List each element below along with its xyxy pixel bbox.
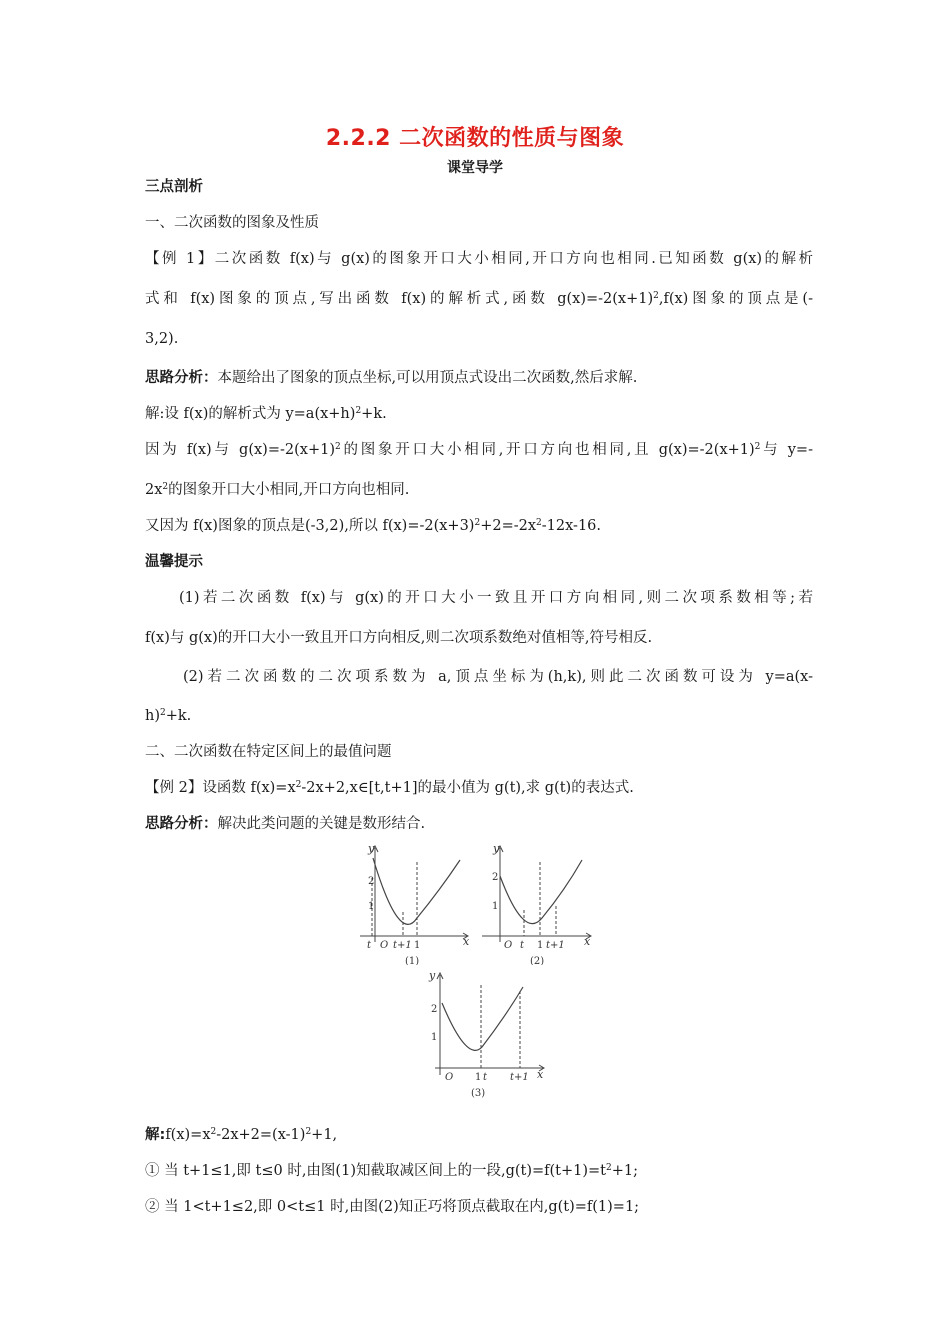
example1-line1: 【例 1】二次函数 f(x)与 g(x)的图象开口大小相同,开口方向也相同.已知函数 g(x)的解析 <box>145 251 814 267</box>
section-heading: 三点剖析 <box>145 179 203 195</box>
page-title: 2.2.2 二次函数的性质与图象 <box>325 126 625 151</box>
y-label: y <box>368 842 375 855</box>
svg-text:1: 1 <box>492 901 499 912</box>
svg-text:1: 1 <box>431 1032 438 1043</box>
figure-caption: (3) <box>471 1088 486 1099</box>
x-label: x <box>584 935 591 948</box>
x-label: x <box>537 1068 544 1081</box>
svg-text:2: 2 <box>431 1004 438 1015</box>
solution1-line2: 因为 f(x)与 $g(x)=-2(x+1)^2$的图象开口大小相同,开口方向也相同,且 $g(x)=-2(x+1)^2$与 y=- <box>145 442 813 458</box>
solution1-line4: 又因为 f(x)图象的顶点是(-3,2),所以 $f(x)=-2(x+3)^2+2=-2x^2-12x-16$. <box>145 518 601 534</box>
parabola-curve <box>442 987 523 1050</box>
svg-text:t: t <box>367 940 372 951</box>
svg-text:t: t <box>520 940 525 951</box>
svg-text:t+1: t+1 <box>510 1072 529 1083</box>
solution2-label: 解: <box>145 1127 166 1143</box>
figure-3 <box>415 965 555 1100</box>
solution1-line3: $2x^2$的图象开口大小相同,开口方向也相同. <box>145 482 410 498</box>
solution2-case2: ② 当 1<t+1≤2,即 0<t≤1 时,由图(2)知正巧将顶点截取在内,g(t)=f(1)=1; <box>145 1199 640 1215</box>
analysis1-label: 思路分析： <box>145 370 218 386</box>
svg-text:1: 1 <box>475 1072 482 1083</box>
y-label: y <box>493 842 500 855</box>
example1-tag: 【例 1】 <box>145 251 215 267</box>
svg-text:1: 1 <box>368 901 375 912</box>
example1-line3: 3,2). <box>145 331 179 347</box>
figure-caption: (2) <box>530 956 545 965</box>
analysis1: 思路分析：本题给出了图象的顶点坐标,可以用顶点式设出二次函数,然后求解. <box>145 370 638 386</box>
tip-p1-line2: f(x)与 g(x)的开口大小一致且开口方向相反,则二次项系数绝对值相等,符号相反. <box>145 630 653 646</box>
parabola-curve <box>500 860 582 924</box>
tip-p2-line2: h)$^2$+k. <box>145 708 192 724</box>
x-label: x <box>463 935 470 948</box>
page-subtitle: 课堂导学 <box>447 160 503 176</box>
part1-heading: 一、二次函数的图象及性质 <box>145 215 319 231</box>
figure-1 <box>355 840 475 965</box>
svg-text:1: 1 <box>414 940 421 951</box>
svg-text:O: O <box>380 940 389 951</box>
analysis2: 思路分析：解决此类问题的关键是数形结合. <box>145 816 426 832</box>
svg-text:t+1: t+1 <box>393 940 412 951</box>
svg-text:t+1: t+1 <box>546 940 565 951</box>
figure-2 <box>480 840 600 965</box>
example1-line2: 式和 f(x)图象的顶点,写出函数 f(x)的解析式,函数 $g(x)=-2(x+1)^2,f(x)$图象的顶点是(- <box>145 291 813 307</box>
svg-text:O: O <box>445 1072 454 1083</box>
analysis2-label: 思路分析： <box>145 816 218 832</box>
svg-text:t: t <box>483 1072 488 1083</box>
figure-caption: (1) <box>405 956 420 965</box>
example2: 【例 2】设函数 $f(x)=x^2-2x+2,x\in[t,t+1]$的最小值为 g(t),求 g(t)的表达式. <box>145 780 634 796</box>
svg-text:2: 2 <box>368 876 375 887</box>
tip-p2-line1: (2)若二次函数的二次项系数为 a,顶点坐标为(h,k),则此二次函数可设为 y=a(x- <box>183 669 813 685</box>
part2-heading: 二、二次函数在特定区间上的最值问题 <box>145 744 392 760</box>
example2-tag: 【例 2】 <box>145 780 203 796</box>
solution2-case1: ① 当 t+1≤1,即 t≤0 时,由图(1)知截取减区间上的一段$,g(t)=f(t+1)=t^2+1$; <box>145 1163 639 1179</box>
tip-heading: 温馨提示 <box>145 554 203 570</box>
y-label: y <box>429 969 436 982</box>
svg-text:O: O <box>504 940 513 951</box>
tip-p1-line1: (1)若二次函数 f(x)与 g(x)的开口大小一致且开口方向相同,则二次项系数相等;若 <box>179 590 813 606</box>
solution2-line1: 解$:f(x)=x^2-2x+2=(x-1)^2+1$, <box>145 1127 338 1143</box>
svg-text:2: 2 <box>492 872 499 883</box>
svg-text:1: 1 <box>537 940 544 951</box>
solution1-line1: 解:设 f(x)的解析式为 $y=a(x+h)^2+k$. <box>145 406 387 422</box>
